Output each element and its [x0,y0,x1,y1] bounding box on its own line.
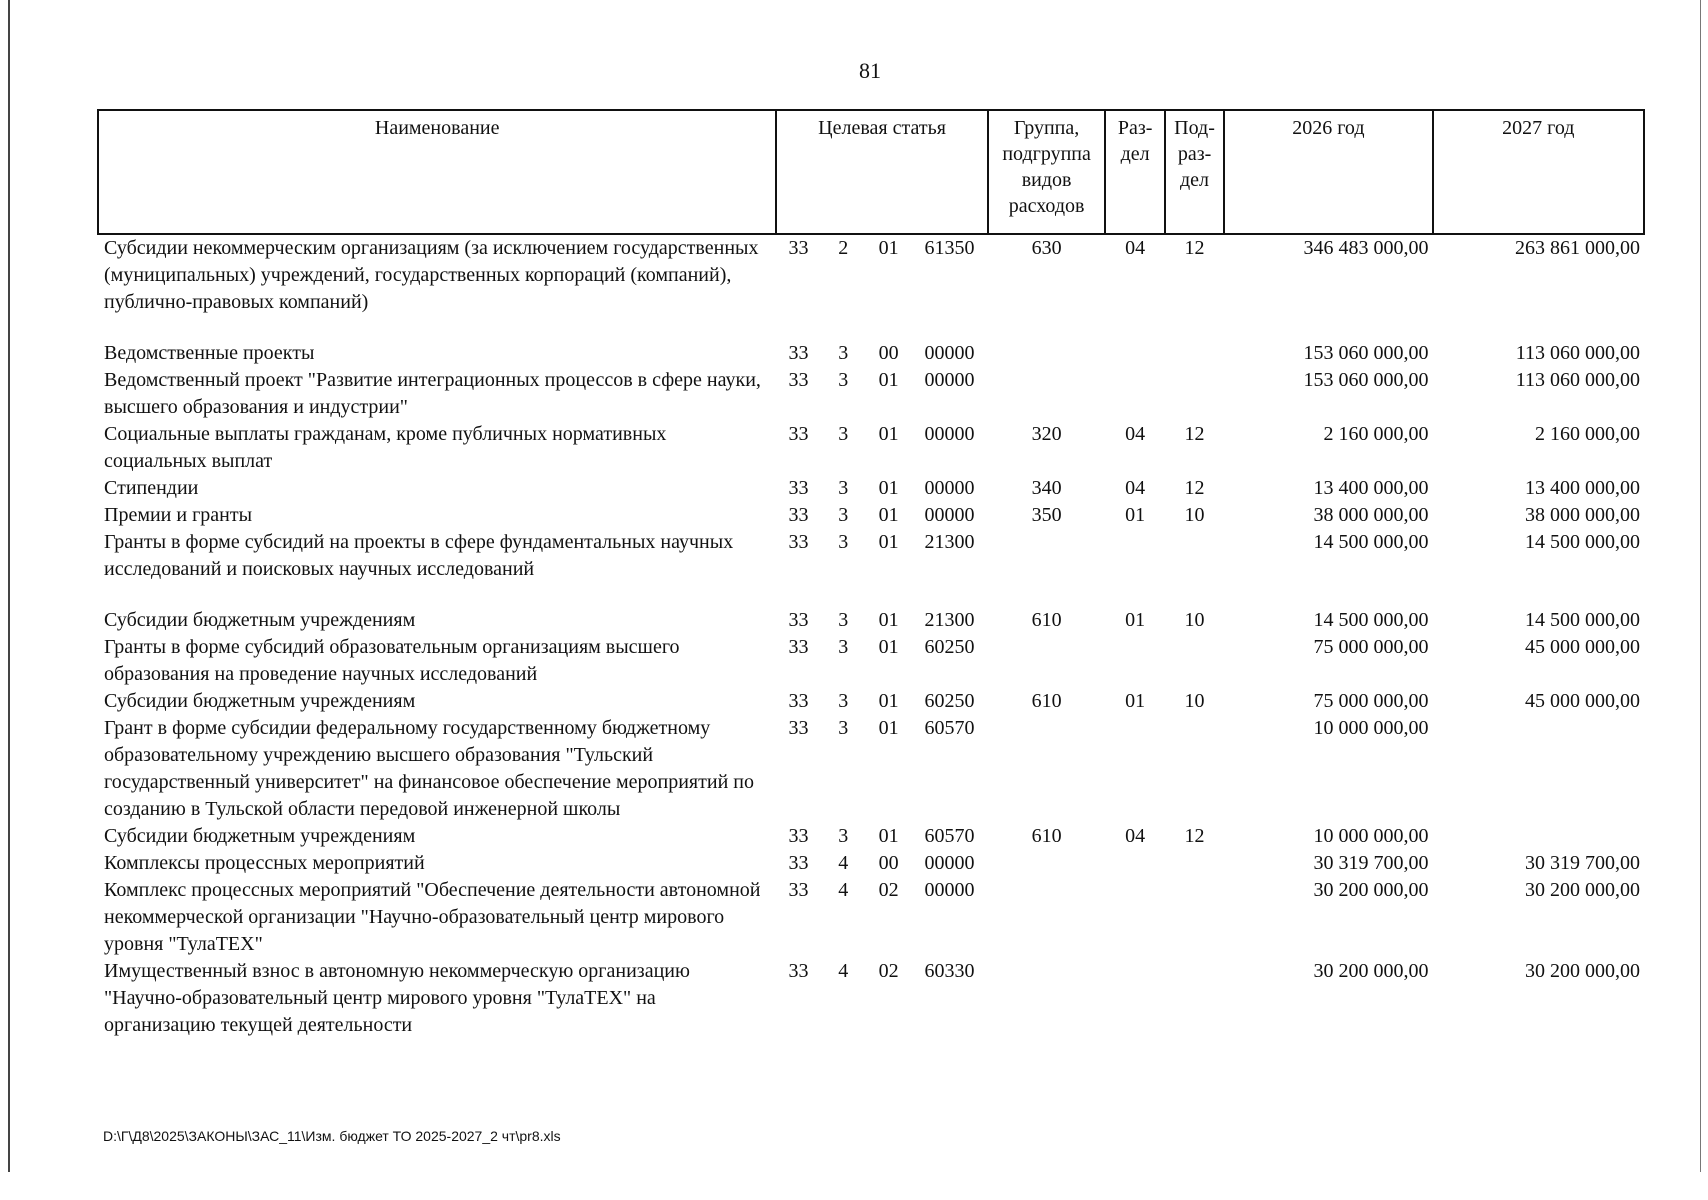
expense-group: 340 [1031,477,1062,499]
expense-group: 350 [1031,504,1062,526]
target-structure: 02 [878,960,899,982]
section: 04 [1125,423,1146,445]
target-direction: 61350 [924,237,975,259]
table-row [98,475,1644,502]
amount-2027 [1433,823,1644,850]
target-program: 33 [788,609,809,631]
scan-edge-right [1700,0,1701,1172]
target-program: 33 [788,477,809,499]
subsection: 10 [1184,504,1205,526]
section: 04 [1125,825,1146,847]
subsection: 12 [1184,423,1205,445]
target-structure: 01 [878,423,899,445]
scan-edge-left [8,0,10,1172]
amount-2026: 153 060 000,00 [1303,342,1429,364]
amount-2026: 75 000 000,00 [1313,690,1429,712]
table-row [98,502,1644,529]
header-target: Целевая статья [776,110,987,234]
budget-table [97,109,1645,1039]
amount-2026: 10 000 000,00 [1313,825,1429,847]
table-row [98,607,1644,634]
section [1105,715,1164,823]
target-subprogram: 3 [838,504,849,526]
target-program: 33 [788,690,809,712]
row-name: Премии и гранты [104,504,253,526]
amount-2027: 45 000 000,00 [1525,690,1640,712]
row-name: Субсидии бюджетным учреждениям [104,690,416,712]
table-header-row [98,110,1644,234]
table-row [98,421,1644,475]
target-program: 33 [788,369,809,391]
target-subprogram: 3 [838,342,849,364]
target-subprogram: 2 [838,237,849,259]
target-direction: 60330 [924,960,975,982]
target-direction: 00000 [924,879,975,901]
target-direction: 60570 [924,717,975,739]
target-program: 33 [788,717,809,739]
amount-2027: 14 500 000,00 [1525,531,1640,553]
amount-2027: 45 000 000,00 [1525,636,1640,658]
subsection [1165,634,1224,688]
subsection [1165,367,1224,421]
amount-2026: 10 000 000,00 [1313,717,1429,739]
section [1105,877,1164,958]
section: 04 [1125,237,1146,259]
row-name: Комплекс процессных мероприятий "Обеспечение деятельности автономной некоммерческой организации "Научно-образовательный центр мирового уровня "ТулаТЕХ" [104,879,761,955]
budget-table-wrapper [97,109,1645,1039]
header-2026: 2026 год [1224,110,1432,234]
expense-group: 320 [1031,423,1062,445]
target-subprogram: 4 [838,852,849,874]
subsection [1165,877,1224,958]
amount-2027: 30 200 000,00 [1525,960,1640,982]
subsection: 12 [1184,825,1205,847]
target-direction: 00000 [924,369,975,391]
table-row [98,234,1644,316]
section [1105,634,1164,688]
target-structure: 01 [878,690,899,712]
section [1105,367,1164,421]
subsection [1165,958,1224,1039]
target-subprogram: 3 [838,477,849,499]
target-program: 33 [788,342,809,364]
subsection [1165,340,1224,367]
target-program: 33 [788,504,809,526]
amount-2026: 153 060 000,00 [1303,369,1429,391]
section: 01 [1125,690,1146,712]
target-direction: 00000 [924,477,975,499]
target-structure: 01 [878,531,899,553]
table-body [98,234,1644,1039]
table-row [98,715,1644,823]
amount-2027 [1433,715,1644,823]
header-group: Группа, подгруппа видов расходов [988,110,1106,234]
table-row [98,340,1644,367]
row-name: Гранты в форме субсидий на проекты в сфере фундаментальных научных исследований и поисковых научных исследований [104,531,734,580]
table-row [98,823,1644,850]
target-structure: 01 [878,477,899,499]
target-structure: 00 [878,342,899,364]
target-structure: 01 [878,609,899,631]
section [1105,340,1164,367]
expense-group [988,340,1106,367]
expense-group: 610 [1031,690,1062,712]
amount-2027: 38 000 000,00 [1525,504,1640,526]
row-name: Ведомственные проекты [104,342,315,364]
expense-group: 610 [1031,609,1062,631]
target-structure: 01 [878,237,899,259]
target-program: 33 [788,237,809,259]
row-name: Субсидии бюджетным учреждениям [104,825,416,847]
amount-2026: 30 200 000,00 [1313,960,1429,982]
target-structure: 01 [878,504,899,526]
target-structure: 01 [878,717,899,739]
row-name: Грант в форме субсидии федеральному государственному бюджетному образовательному учреждению высшего образования "Тульский государственный университет" на финансовое обеспечение мероприятий по созданию в Тульской области передовой инженерной школы [104,717,754,820]
amount-2027: 30 200 000,00 [1525,879,1640,901]
amount-2026: 30 200 000,00 [1313,879,1429,901]
amount-2026: 14 500 000,00 [1313,609,1429,631]
target-structure: 01 [878,369,899,391]
amount-2026: 2 160 000,00 [1323,423,1429,445]
target-direction: 00000 [924,342,975,364]
expense-group [988,877,1106,958]
amount-2026: 13 400 000,00 [1313,477,1429,499]
amount-2026: 75 000 000,00 [1313,636,1429,658]
target-subprogram: 3 [838,423,849,445]
row-name: Субсидии бюджетным учреждениям [104,609,416,631]
target-program: 33 [788,531,809,553]
target-program: 33 [788,960,809,982]
target-structure: 00 [878,852,899,874]
section: 01 [1125,609,1146,631]
section: 04 [1125,477,1146,499]
amount-2026: 14 500 000,00 [1313,531,1429,553]
expense-group [988,367,1106,421]
amount-2027: 14 500 000,00 [1525,609,1640,631]
amount-2026: 30 319 700,00 [1313,852,1429,874]
amount-2027: 263 861 000,00 [1515,237,1640,259]
row-name: Комплексы процессных мероприятий [104,852,425,874]
table-row [98,688,1644,715]
target-subprogram: 3 [838,369,849,391]
target-subprogram: 3 [838,690,849,712]
section [1105,850,1164,877]
target-program: 33 [788,852,809,874]
target-direction: 60250 [924,690,975,712]
footer-file-path: D:\Г\Д8\2025\ЗАКОНЫ\ЗАС_11\Изм. бюджет ТО 2025-2027_2 чт\pr8.xls [103,1128,561,1144]
target-subprogram: 3 [838,717,849,739]
amount-2027: 2 160 000,00 [1535,423,1640,445]
spacer-cell [98,316,1644,340]
row-spacer [98,316,1644,340]
table-row [98,877,1644,958]
subsection: 12 [1184,477,1205,499]
table-row [98,850,1644,877]
subsection: 10 [1184,690,1205,712]
target-program: 33 [788,636,809,658]
spacer-cell [98,583,1644,607]
section [1105,529,1164,583]
subsection [1165,715,1224,823]
target-program: 33 [788,423,809,445]
target-direction: 60570 [924,825,975,847]
table-row [98,958,1644,1039]
row-name: Имущественный взнос в автономную некоммерческую организацию "Научно-образовательный центр мирового уровня "ТулаТЕХ" на организацию текущей деятельности [104,960,690,1036]
section: 01 [1125,504,1146,526]
target-direction: 60250 [924,636,975,658]
table-row [98,529,1644,583]
subsection: 12 [1184,237,1205,259]
target-direction: 00000 [924,852,975,874]
target-subprogram: 3 [838,531,849,553]
table-row [98,634,1644,688]
target-structure: 01 [878,636,899,658]
target-subprogram: 3 [838,825,849,847]
header-name: Наименование [98,110,776,234]
expense-group: 630 [1031,237,1062,259]
amount-2026: 38 000 000,00 [1313,504,1429,526]
subsection [1165,850,1224,877]
target-direction: 00000 [924,504,975,526]
row-name: Социальные выплаты гражданам, кроме публичных нормативных социальных выплат [104,423,667,472]
target-subprogram: 4 [838,960,849,982]
expense-group [988,715,1106,823]
target-subprogram: 3 [838,636,849,658]
target-program: 33 [788,879,809,901]
table-row [98,367,1644,421]
page-number: 81 [859,58,881,83]
header-section: Раз-дел [1105,110,1164,234]
target-structure: 02 [878,879,899,901]
row-name: Гранты в форме субсидий образовательным организациям высшего образования на проведение научных исследований [104,636,680,685]
amount-2027: 113 060 000,00 [1515,369,1640,391]
target-direction: 21300 [924,609,975,631]
amount-2026: 346 483 000,00 [1303,237,1429,259]
expense-group [988,850,1106,877]
target-subprogram: 4 [838,879,849,901]
target-subprogram: 3 [838,609,849,631]
target-direction: 00000 [924,423,975,445]
header-subsection: Под-раз-дел [1165,110,1224,234]
amount-2027: 30 319 700,00 [1525,852,1640,874]
amount-2027: 113 060 000,00 [1515,342,1640,364]
expense-group [988,958,1106,1039]
row-name: Субсидии некоммерческим организациям (за исключением государственных (муниципальных) учреждений, государственных корпораций (компаний), публично-правовых компаний) [104,237,759,313]
section [1105,958,1164,1039]
header-2027: 2027 год [1433,110,1644,234]
row-name: Ведомственный проект "Развитие интеграционных процессов в сфере науки, высшего образования и индустрии" [104,369,761,418]
subsection: 10 [1184,609,1205,631]
row-spacer [98,583,1644,607]
expense-group [988,634,1106,688]
expense-group [988,529,1106,583]
target-program: 33 [788,825,809,847]
row-name: Стипендии [104,477,199,499]
expense-group: 610 [1031,825,1062,847]
subsection [1165,529,1224,583]
amount-2027: 13 400 000,00 [1525,477,1640,499]
target-direction: 21300 [924,531,975,553]
target-structure: 01 [878,825,899,847]
